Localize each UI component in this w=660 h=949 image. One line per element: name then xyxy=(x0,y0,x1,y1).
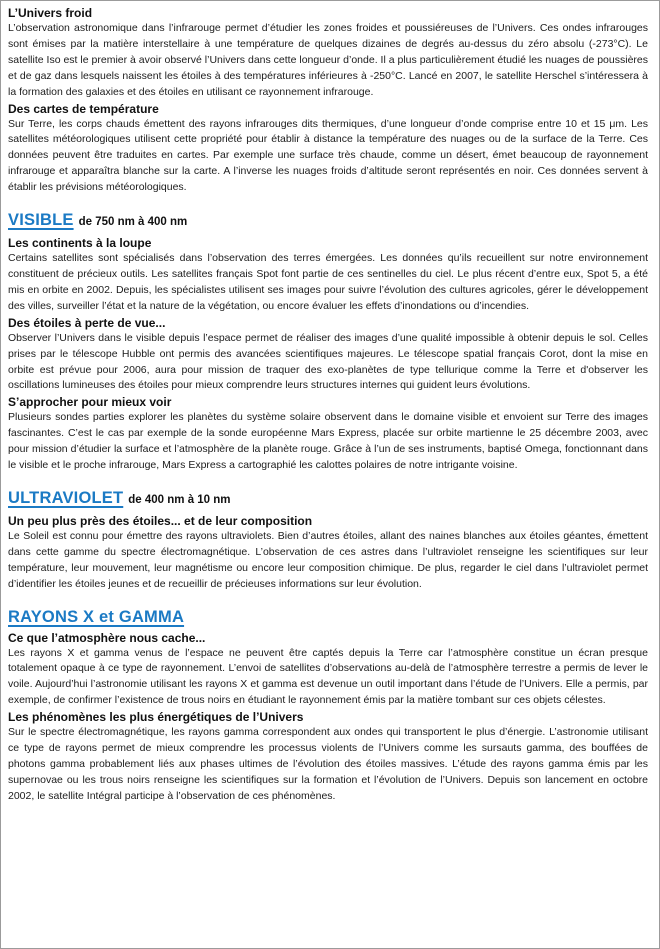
subsection-heading: Des cartes de température xyxy=(8,101,159,116)
subsection-heading: Ce que l’atmosphère nous cache... xyxy=(8,630,206,645)
subsection-heading: S’approcher pour mieux voir xyxy=(8,395,172,410)
body-paragraph: Observer l’Univers dans le visible depuis l’espace permet de réaliser des images d’une qualité impossible à obtenir depuis le sol. Celles prises par le télescope Hubble ont permis des avancées scientifiques majeures. Le télescope spatial français Corot, dont la mise en orbite est prévue pour 2006, aura pour mission de traquer des exo-planètes de type tellurique comme la Terre et d'observer les oscillations lumineuses des étoiles pour mieux comprendre leurs structures internes qui guident leurs évolutions. xyxy=(8,331,648,392)
band-title: VISIBLE xyxy=(8,211,74,230)
band-heading-ultraviolet xyxy=(8,486,648,510)
subsection-heading: Les phénomènes les plus énergétiques de l’Univers xyxy=(8,710,304,725)
body-paragraph: Le Soleil est connu pour émettre des rayons ultraviolets. Bien d’autres étoiles, allant des naines blanches aux étoiles géantes, émettent dans cette gamme du spectre électromagnétique. L’observation de ces astres dans l’ultraviolet renseigne les scientifiques sur leur température, leur mouvement, leur magnétisme ou encore leur composition chimique. De plus, regarder le ciel dans l’ultraviolet permet d’identifier les étoiles jeunes et de recueillir de précieuses informations sur leur évolution. xyxy=(8,529,648,590)
subsection-heading: L’Univers froid xyxy=(8,6,93,20)
subsection-heading: Des étoiles à perte de vue... xyxy=(8,315,166,330)
band-heading-x-gamma xyxy=(8,605,648,627)
body-paragraph: Sur Terre, les corps chauds émettent des rayons infrarouges dits thermiques, d’une longueur d’onde comprise entre 10 et 15 μm. Les satellites météorologiques utilisent cette propriété pour établir à distance la température des nuages ou de la surface de la Terre. Ces données peuvent être traduites en cartes. Par exemple une surface très chaude, comme un désert, émet beaucoup de rayonnement infrarouge et apparaîtra blanche sur la carte. A l’inverse les nuages froids d’altitude seront représentés en noir. Ces données servent à établir les prévisions météorologiques. xyxy=(8,117,648,194)
section-visible xyxy=(8,208,648,474)
subsection-heading: Un peu plus près des étoiles... et de leur composition xyxy=(8,513,313,528)
body-paragraph: L’observation astronomique dans l’infrarouge permet d’étudier les zones froides et poussiéreuses de l’Univers. Ces ondes infrarouges sont émises par la matière interstellaire à une température de quelques dizaines de degrés au-dessus du zéro absolu (-273°C). Le satellite Iso est le premier à avoir observé l’Univers dans cette longueur d’onde. Il a plus particulièrement étudié les nuages de poussières et de gaz dans lesquels naissent les étoiles à des températures inférieures à -250°C. Lancé en 2007, le satellite Herschel s’intéressera à la formation des galaxies et des étoiles en utilisant ce rayonnement infrarouge. xyxy=(8,22,648,98)
section-ultraviolet xyxy=(8,486,648,593)
band-heading-visible xyxy=(8,208,648,232)
section-x-gamma xyxy=(8,605,648,805)
section-infrared xyxy=(8,5,648,196)
subsection-heading: Les continents à la loupe xyxy=(8,236,152,251)
band-title: ULTRAVIOLET xyxy=(8,488,124,507)
band-title: RAYONS X et GAMMA xyxy=(8,607,185,626)
band-range: de 750 nm à 400 nm xyxy=(78,216,188,229)
band-range: de 400 nm à 10 nm xyxy=(128,493,231,506)
body-paragraph: Certains satellites sont spécialisés dans l’observation des terres émergées. Les données qu’ils recueillent sur notre environnement constituent de précieux outils. Les satellites français Spot font partie de ces sentinelles du ciel. Le plus récent d’entre eux, Spot 5, a été mis en orbite en 2002. Depuis, les spécialistes utilisent ses images pour suivre l’évolution des cultures agricoles, gérer le développement des villes, surveiller l’état et la nature de la végétation, ou encore évaluer les effets d’inondations ou d’incendies. xyxy=(8,252,648,312)
body-paragraph: Les rayons X et gamma venus de l’espace ne peuvent être captés depuis la Terre car l’atmosphère constitue un écran presque totalement opaque à ce type de rayonnement. L’envoi de satellites d’observations au-delà de l’atmosphère terrestre a permis de lever le voile. Aujourd’hui l’astronomie utilisant les rayons X et gamma est devenue un outil important dans l’étude de l’Univers. Elle a permis, par exemple, de confirmer l’existence de trous noirs en étudiant le rayonnement émis par la matière tombant sur ces objets célestes. xyxy=(8,646,648,707)
body-paragraph: Plusieurs sondes parties explorer les planètes du système solaire observent dans le domaine visible et envoient sur Terre des images fascinantes. C’est le cas par exemple de la sonde européenne Mars Express, placée sur orbite martienne le 25 décembre 2003, avec pour mission d’étudier la surface et l’atmosphère de la planète rouge. Grâce à l’un de ses instruments, baptisé Omega, fonctionnant dans le visible et le proche infrarouge, Mars Express a cartographié les calottes polaires de notre intrigante voisine. xyxy=(8,411,648,472)
body-paragraph: Sur le spectre électromagnétique, les rayons gamma correspondent aux ondes qui transportent le plus d’énergie. L’astronomie utilisant ce type de rayons permet de mieux comprendre les processus violents de l’Univers comme les sursauts gamma, des bouffées de photons gamma probablement liés aux phases ultimes de l’évolution des étoiles massives. L’étude des rayons gamma émis par les supernovae ou les trous noirs renseigne les scientifiques sur la formation et l’évolution de l’Univers. Depuis son lancement en octobre 2002, le satellite Intégral participe à l’observation de ces phénomènes. xyxy=(8,726,648,802)
